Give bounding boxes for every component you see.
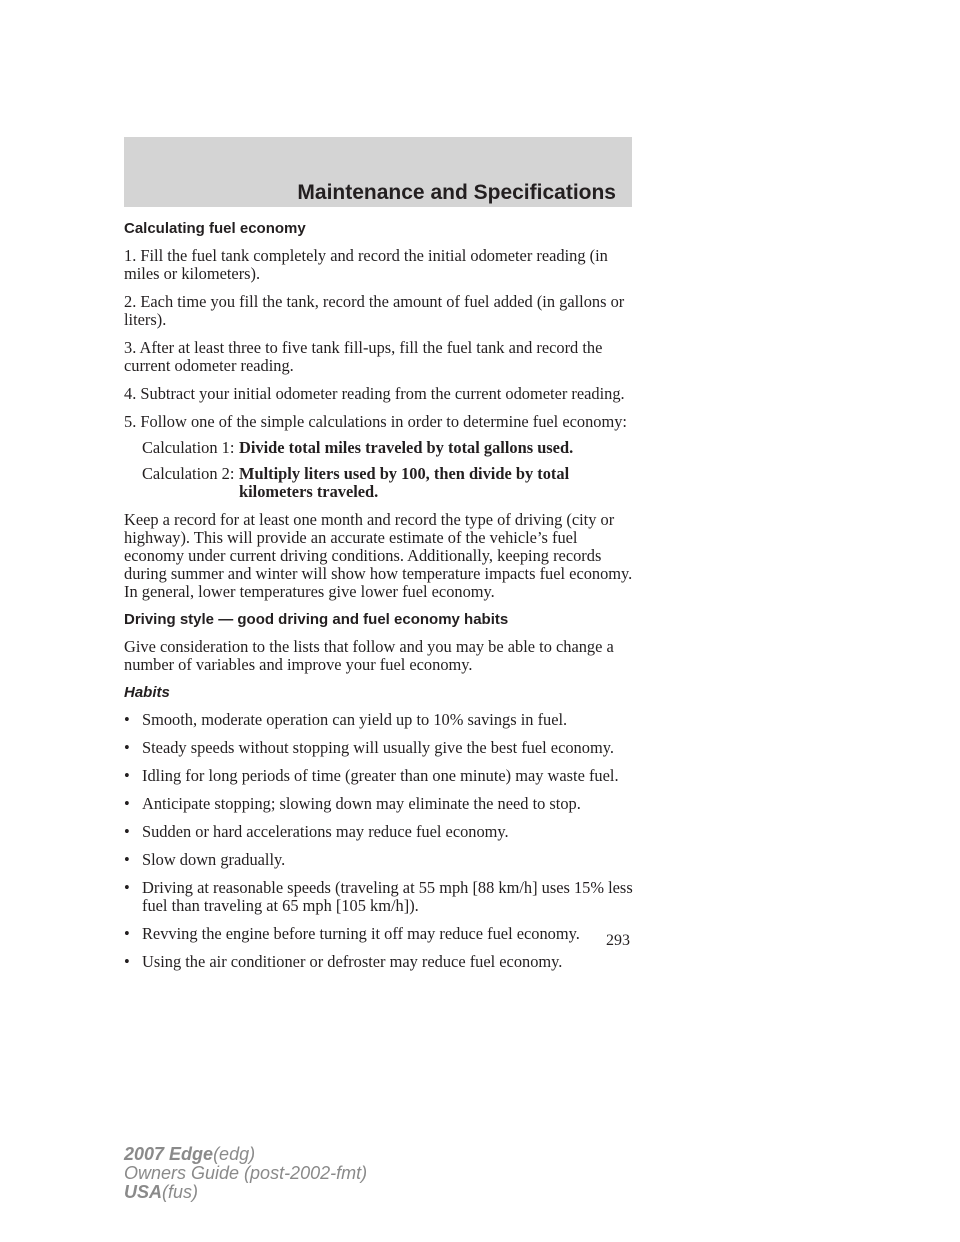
footer-model-code: (edg) [213, 1144, 256, 1164]
list-item [124, 879, 639, 915]
bullet-icon: • [124, 924, 130, 943]
list-item-text: Sudden or hard accelerations may reduce fuel economy. [142, 822, 509, 841]
list-item [124, 711, 639, 729]
bullet-icon: • [124, 850, 130, 869]
heading-driving-style: Driving style — good driving and fuel economy habits [124, 611, 509, 628]
calculation-1-label: Calculation 1: [142, 438, 235, 457]
bullet-icon: • [124, 710, 130, 729]
list-item [124, 795, 639, 813]
list-item-text: Smooth, moderate operation can yield up to 10% savings in fuel. [142, 710, 568, 729]
page-number: 293 [606, 932, 630, 949]
list-item [124, 925, 639, 943]
heading-habits: Habits [124, 684, 170, 701]
step-5: 5. Follow one of the simple calculations in order to determine fuel economy: [124, 412, 627, 431]
calculation-2-text: Multiply liters used by 100, then divide by total kilometers traveled. [239, 464, 570, 501]
step-4: 4. Subtract your initial odometer reading from the current odometer reading. [124, 384, 625, 403]
calculation-2-label: Calculation 2: [142, 464, 235, 483]
bullet-icon: • [124, 952, 130, 971]
list-item-text: Using the air conditioner or defroster may reduce fuel economy. [142, 952, 563, 971]
record-keeping-paragraph: Keep a record for at least one month and record the type of driving (city or highway). This will provide an accurate estimate of the vehicle’s fuel economy under current driving conditions. Additionally, keeping records during summer and winter will show how temperature impacts fuel economy. In general, lower temperatures give lower fuel economy. [124, 510, 633, 601]
heading-calculating-fuel-economy: Calculating fuel economy [124, 220, 306, 237]
footer-line-2: Owners Guide (post-2002-fmt) [124, 1163, 368, 1183]
step-3: 3. After at least three to five tank fill-ups, fill the fuel tank and record the current odometer reading. [124, 338, 603, 375]
section-title: Maintenance and Specifications [297, 181, 616, 204]
document-footer [124, 1145, 367, 1202]
calculation-1-text: Divide total miles traveled by total gallons used. [239, 438, 574, 457]
driving-style-intro: Give consideration to the lists that follow and you may be able to change a number of variables and improve your fuel economy. [124, 637, 614, 674]
bullet-icon: • [124, 738, 130, 757]
calculation-1 [142, 439, 639, 457]
list-item [124, 739, 639, 757]
list-item [124, 823, 639, 841]
habits-list [124, 711, 639, 971]
footer-model: 2007 Edge [124, 1144, 214, 1164]
page-header [124, 137, 632, 207]
page-content [124, 220, 639, 981]
bullet-icon: • [124, 822, 130, 841]
step-1: 1. Fill the fuel tank completely and record the initial odometer reading (in miles or kilometers). [124, 246, 608, 283]
list-item-text: Steady speeds without stopping will usually give the best fuel economy. [142, 738, 614, 757]
list-item-text: Revving the engine before turning it off may reduce fuel economy. [142, 924, 580, 943]
bullet-icon: • [124, 794, 130, 813]
footer-line-1 [124, 1145, 367, 1164]
list-item-text: Idling for long periods of time (greater than one minute) may waste fuel. [142, 766, 619, 785]
list-item-text: Anticipate stopping; slowing down may eliminate the need to stop. [142, 794, 581, 813]
footer-market-code: (fus) [162, 1182, 199, 1202]
bullet-icon: • [124, 766, 130, 785]
bullet-icon: • [124, 878, 130, 897]
list-item [124, 851, 639, 869]
footer-market: USA [124, 1182, 163, 1202]
list-item-text: Driving at reasonable speeds (traveling at 55 mph [88 km/h] uses 15% less fuel than traveling at 65 mph [105 km/h]). [142, 878, 633, 915]
step-2: 2. Each time you fill the tank, record the amount of fuel added (in gallons or liters). [124, 292, 625, 329]
footer-line-3 [124, 1183, 367, 1202]
list-item [124, 767, 639, 785]
list-item [124, 953, 639, 971]
list-item-text: Slow down gradually. [142, 850, 286, 869]
calculation-2 [142, 465, 639, 501]
